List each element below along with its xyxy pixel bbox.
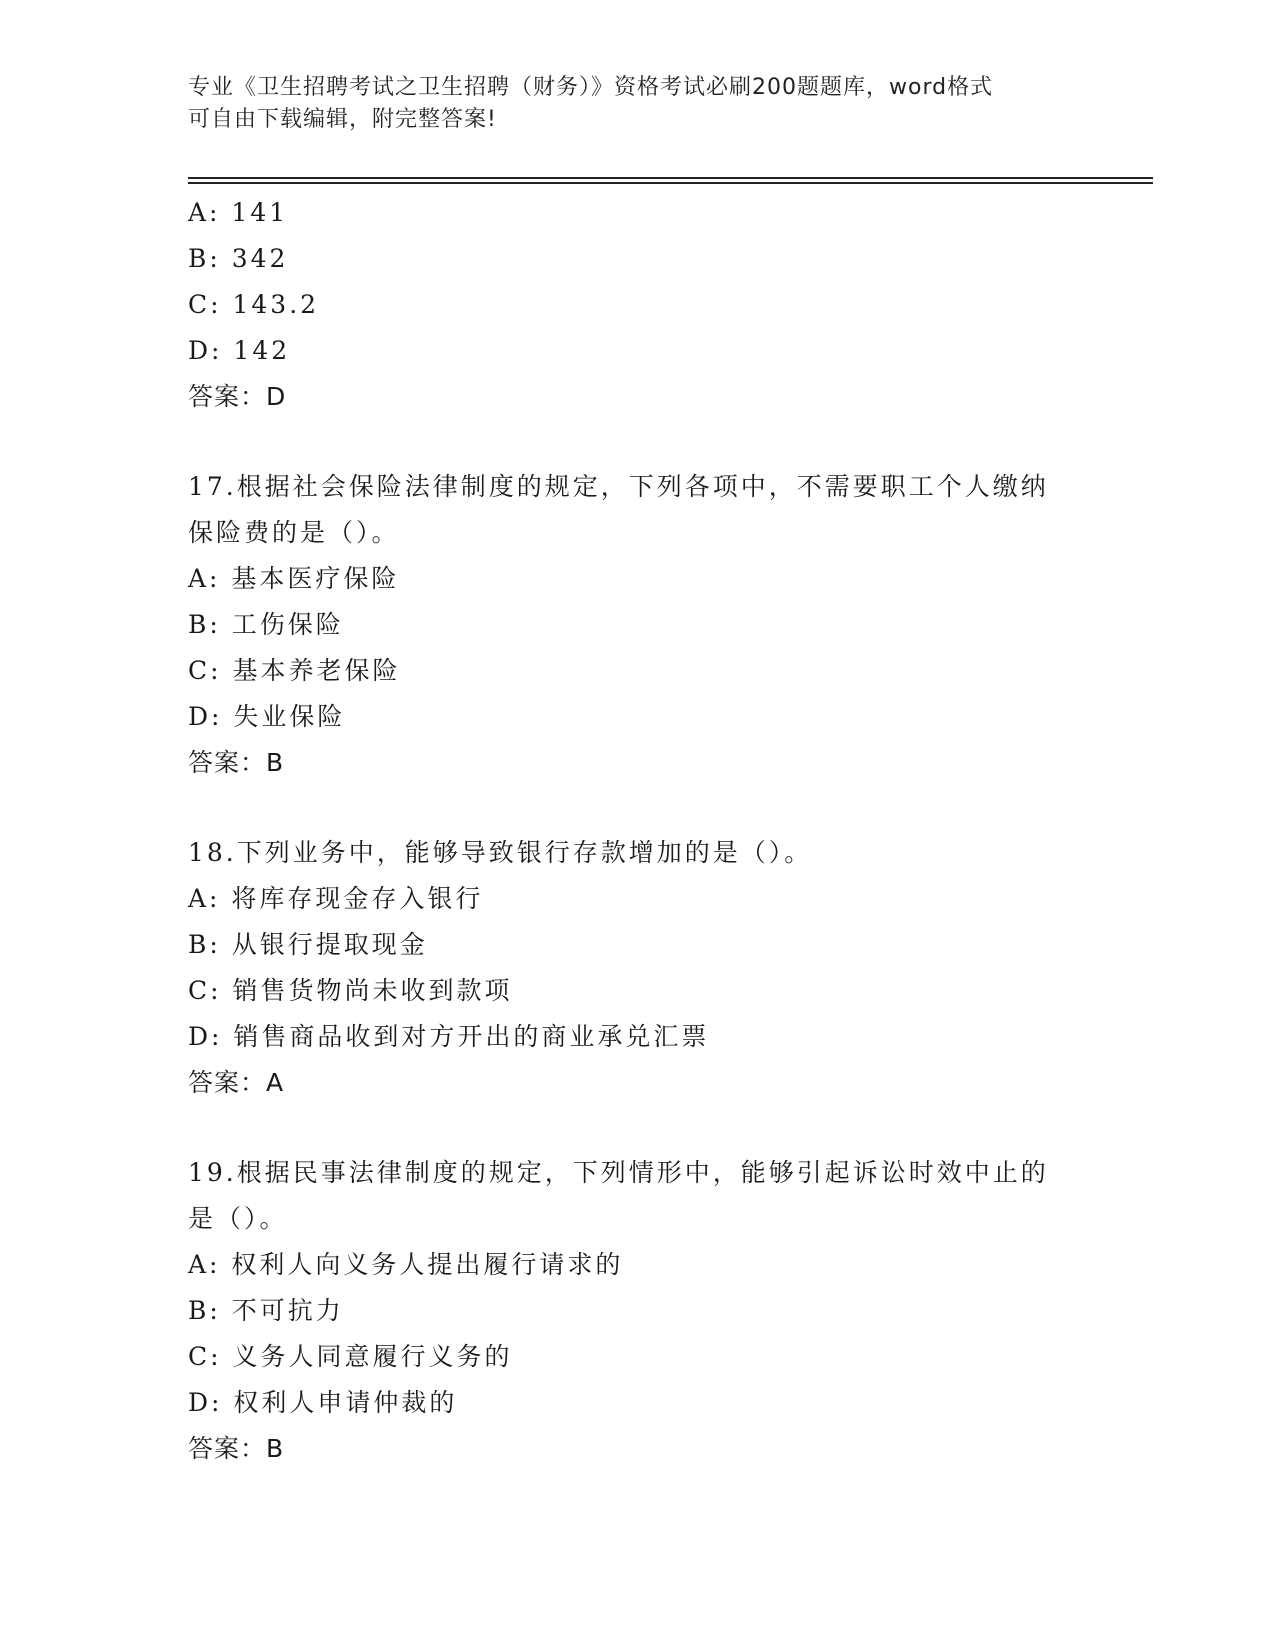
option-d: D: 失业保险 — [188, 702, 346, 731]
spacer — [188, 420, 1088, 464]
question-block-17 — [188, 464, 1088, 786]
header-title-line-2: 可自由下载编辑，附完整答案! — [188, 107, 497, 132]
header-divider-top — [188, 177, 1153, 179]
option-c: C: 143.2 — [188, 290, 320, 319]
option-c: C: 义务人同意履行义务的 — [188, 1342, 513, 1371]
page-header — [188, 72, 1068, 136]
header-divider-bottom — [188, 182, 1153, 184]
option-b: B: 不可抗力 — [188, 1296, 344, 1325]
spacer — [188, 786, 1088, 830]
spacer — [188, 1106, 1088, 1150]
question-stem-line-1: 19.根据民事法律制度的规定，下列情形中，能够引起诉讼时效中止的 — [188, 1158, 1049, 1187]
answer-line: 答案：B — [188, 1434, 285, 1463]
option-c: C: 基本养老保险 — [188, 656, 401, 685]
option-d: D: 142 — [188, 336, 291, 365]
option-a: A: 权利人向义务人提出履行请求的 — [188, 1250, 624, 1279]
question-stem-line-2: 是（）。 — [188, 1204, 288, 1233]
option-d: D: 销售商品收到对方开出的商业承兑汇票 — [188, 1022, 710, 1051]
question-stem-line-1: 17.根据社会保险法律制度的规定，下列各项中，不需要职工个人缴纳 — [188, 472, 1049, 501]
answer-line: 答案：B — [188, 748, 285, 777]
answer-line: 答案：A — [188, 1068, 285, 1097]
question-stem-line-1: 18.下列业务中，能够导致银行存款增加的是（）。 — [188, 838, 813, 867]
header-title-line-1: 专业《卫生招聘考试之卫生招聘（财务）》资格考试必刷200题题库，word格式 — [188, 75, 994, 100]
option-a: A: 基本医疗保险 — [188, 564, 400, 593]
question-block-19 — [188, 1150, 1088, 1472]
option-c: C: 销售货物尚未收到款项 — [188, 976, 513, 1005]
option-a: A: 141 — [188, 198, 289, 227]
option-b: B: 342 — [188, 244, 289, 273]
option-b: B: 从银行提取现金 — [188, 930, 428, 959]
option-b: B: 工伤保险 — [188, 610, 344, 639]
option-a: A: 将库存现金存入银行 — [188, 884, 484, 913]
question-block-18 — [188, 830, 1088, 1106]
question-block-16 — [188, 190, 1088, 420]
question-list — [188, 190, 1088, 1472]
option-d: D: 权利人申请仲裁的 — [188, 1388, 458, 1417]
answer-line: 答案：D — [188, 382, 287, 411]
question-stem-line-2: 保险费的是（）。 — [188, 518, 400, 547]
